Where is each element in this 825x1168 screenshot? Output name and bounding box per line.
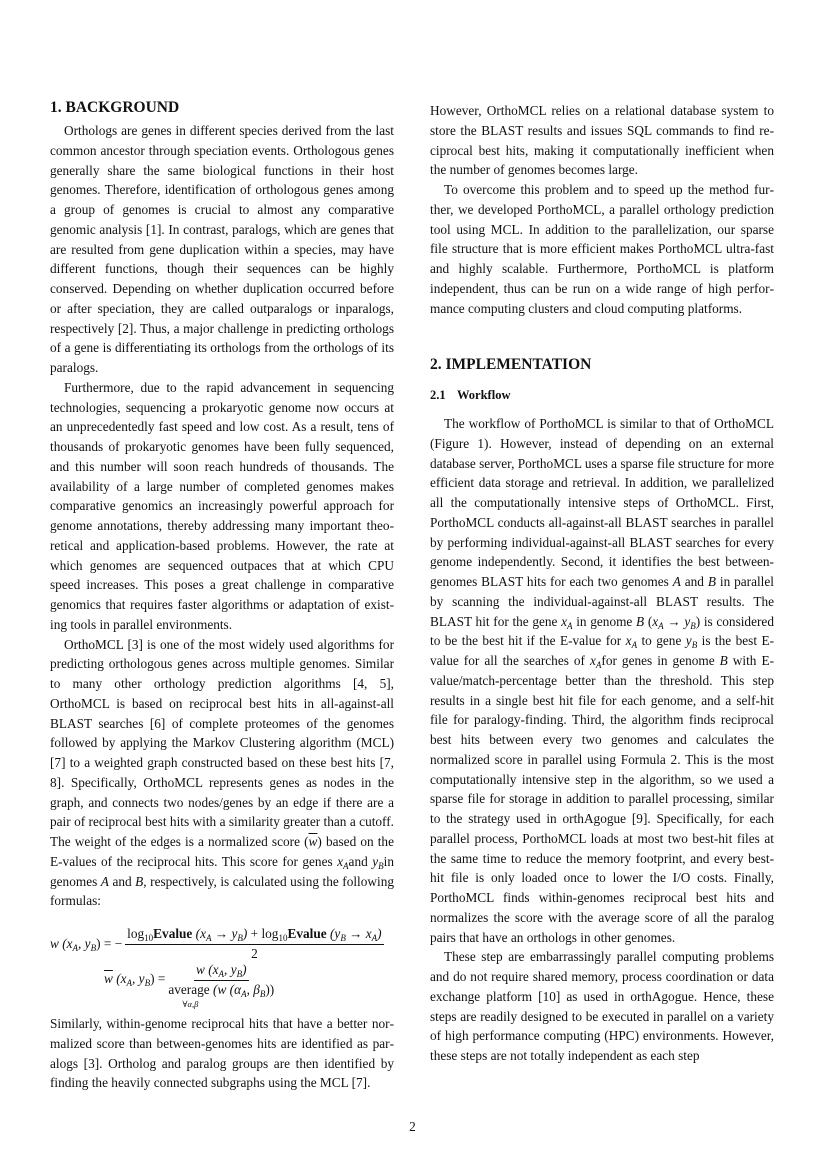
italic-text: B	[636, 613, 645, 629]
math-variable: $x_A$	[590, 653, 602, 670]
paragraph: OrthoMCL [3] is one of the most widely used algorithms for predicting orthologous genes across multiple genomes. Similar to many other orthology prediction algorithms [4, 5], OrthoMCL is based on reciprocal best hits in all-against-all BLAST searches [6] of complete proteomes of the genomes followed by applying the Markov Clustering algorithm (MCL) [7] to a weighted graph constructed based on these best hits [7, 8]. Specifically, OrthoMCL represents genes as nodes in the graph, and connects two nodes/genes by an edge if there are a pair of reciprocal best hits with a similarity greater than a cutoff. The weight of the edges is a normalized score $(\overline{w})$ based on the E-values of the reciprocal hits. This score for genes $x_Aand$ $y_Bin$ genomes A and B, respectively, is calculated using the following formulas:	[50, 636, 394, 909]
section-heading-implementation: 2. IMPLEMENTATION	[430, 356, 592, 373]
italic-text: B	[707, 574, 716, 589]
paragraph: Similarly, within-genome reciprocal hits that have a better normalized score than between-genomes hits are identified as paralogs [3]. Ortholog and paralog groups are then identified by finding the heavily connected subgraphs using the MCL [7].	[50, 1016, 394, 1091]
right-column-body	[430, 414, 774, 1066]
paragraph: However, OrthoMCL relies on a relational database system to store the BLAST results and issues SQL commands to find reciprocal best hits, making it computationally inefficient when the number of genomes becomes large.	[430, 103, 774, 178]
formula-normalized-weight: $\overline{w}$ ($x_A$, $y_B$) = w ($x_A$, $y_B$) average (w ($\alpha_A$, $\beta_B$)) ∀α,β	[104, 962, 275, 1009]
page-number: 2	[409, 1119, 416, 1134]
paragraph: To overcome this problem and to speed up the method further, we developed PorthoMCL, a parallel orthology prediction tool using MCL. In addition to the parallelization, our sparse file structure that is more efficient makes PorthoMCL ultra-fast and highly scalable. Furthermore, PorthoMCL is platform independent, thus can be run on a wide range of high performance computing clusters and cloud computing platforms.	[430, 182, 774, 316]
subsection-heading-workflow: 2.1 Workflow	[430, 388, 511, 402]
italic-text: A	[672, 574, 681, 589]
paragraph: The workflow of PorthoMCL is similar to that of OrthoMCL (Figure 1). However, instead of depending on an external database server, PorthoMCL uses a sparse file structure for more efficient data storage and retrieval. In addition, we parallelized all the computationally intensive steps of OrthoMCL. First, PorthoMCL conducts all-against-all BLAST searches in parallel by performing individual-against-all BLAST searches for every genome independently. Second, it identifies the best between-genomes BLAST hits for each two genomes A and B in parallel by scanning the individual-against-all BLAST results. The BLAST hit for the gene $x_A$ in genome B $(x_A \to y_B)$ is considered to be the best hit if the E-value for $x_A$ to gene $y_B$ is the best E-value for all the searches of $x_Afor$ genes in genome B with E-value/match-percentage better than the threshold. This step results in a single best hit file for each genome, and a self-hit file for paralogy-finding. Third, the algorithm finds reciprocal best hits between every two genomes and calculates the normalized score in parallel using Formula 2. This is the most computationally intensive step in the algorithm, so we used a sparse file for storage in addition to parallel processing, similar to the strategy used in orthAgogue [9]. Specifically, for each parallel process, PorthoMCL loads at most two best-hit files at the same time to reduce the memory footprint, and every best-hit file is only loaded once to lower the I/O costs. Finally, PorthoMCL finds within-genomes reciprocal best hits and normalizes the score with the average score of all the paralog pairs that have an orthologs in other genomes.	[430, 416, 775, 945]
math-variable: $y_B$	[684, 613, 696, 631]
left-column-bottom	[50, 1014, 394, 1093]
paragraph: These step are embarrassingly parallel computing problems and do not require shared memory, process coordination or data exchange platform [10] as used in orthAgogue. Hence, these steps are readily designed to be executed in parallel on a variety of high performance computing (HPC) environments. However, these steps are not totally independent as each step	[430, 949, 774, 1063]
math-variable: $y_B$	[685, 633, 698, 651]
math-variable: $x_A$	[337, 853, 349, 871]
math-variable: $x_A$	[561, 613, 573, 631]
italic-text: A	[100, 873, 109, 889]
math-variable: $x_A$	[652, 613, 664, 631]
math-variable: $y_B$	[372, 853, 384, 871]
paragraph: Furthermore, due to the rapid advancement in sequencing technologies, sequencing a prokaryotic genome now occurs at an unprecedentedly fast speed and low cost. As a result, tens of thousands of prokaryotic genomes have been fully sequenced, and this number will soon reach hundreds of thousands. The availability of a large number of completed genomes makes comparative genomics an increasingly powerful approach for genome annotations, thereby addressing many important theoretical and application-based problems. However, the rate at which genomes are sequenced outpaces that at which CPU speed increases. This poses a great challenge in comparative genomics that requires faster algorithms or adaptation of existing tools in parallel environments.	[50, 379, 394, 632]
section-heading-background: 1. BACKGROUND	[50, 99, 180, 116]
italic-text: B	[719, 653, 728, 668]
math-variable: $x_A$	[625, 633, 638, 651]
formula-weight: w ($x_A$, $y_B$) = − $\frac{\log_{10}Evalue (x_A \to y_B) + \log_{10}Evalue (y_B \to x_A)}{2}$	[50, 926, 382, 961]
right-column-intro	[430, 101, 774, 318]
paragraph: Orthologs are genes in different species derived from the last common ancestor through speciation events. Orthologous genes generally share the same biological functions in their host genomes. Therefore, identification of orthologous genes among a group of genomes is crucial to almost any comparative genomic analysis [1]. In contrast, paralogs, which are genes that are resulted from gene duplication within a species, may have different functions, though their sequences can be highly conserved. Depending on whether duplication occurred before or after speciation, they are called outparalogs or inparalogs, respectively [2]. Thus, a major challenge in predicting orthologs of a gene is differentiating its orthologs from the orthologs of its paralogs.	[50, 123, 394, 375]
italic-text: B	[135, 873, 144, 889]
math-variable: $\overline{w}$	[308, 834, 318, 849]
left-column-top	[50, 121, 394, 911]
